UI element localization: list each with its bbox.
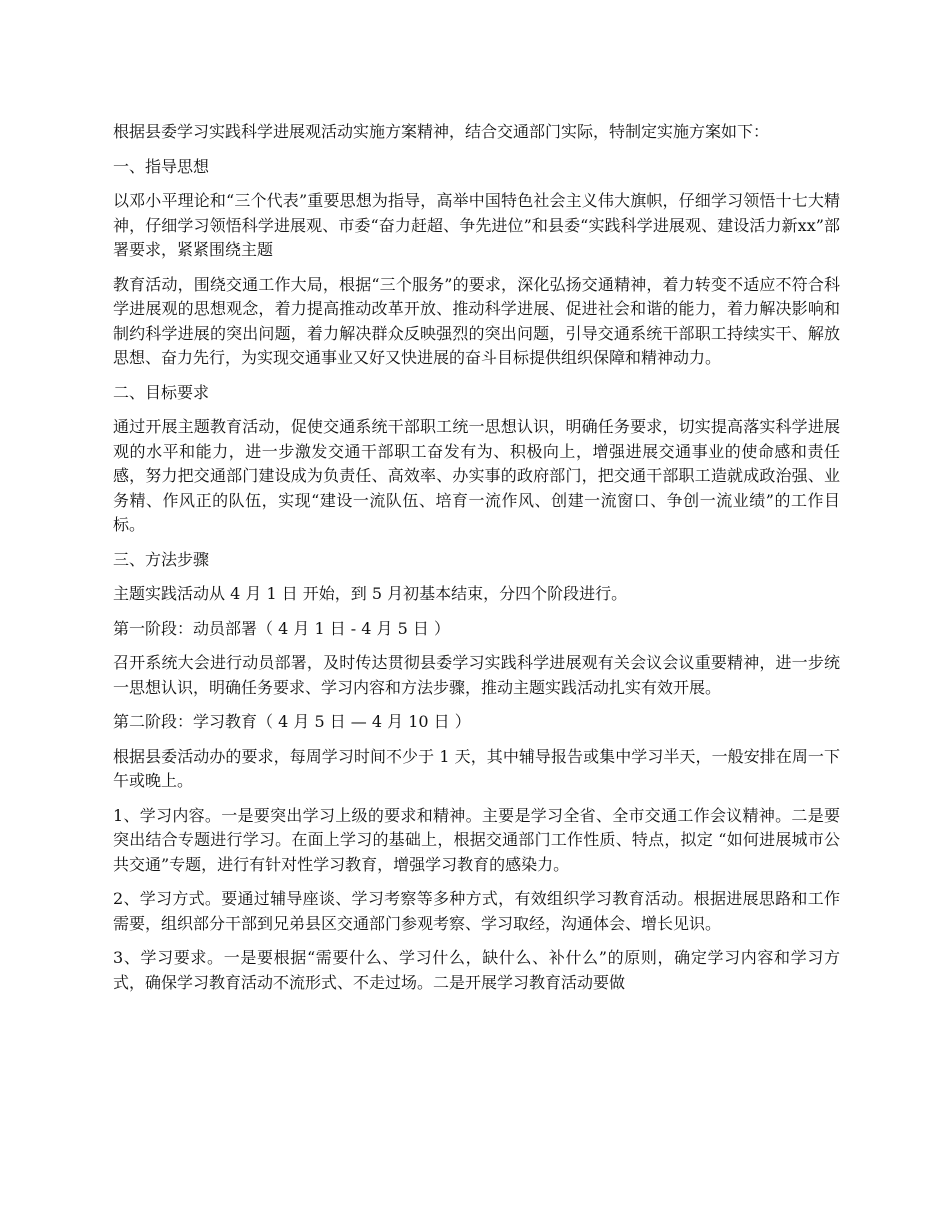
section-heading-methods: 三、方法步骤 <box>113 549 210 569</box>
stage-heading-2: 第二阶段：学习教育（ 4 月 5 日 — 4 月 10 日 ） <box>113 712 471 731</box>
stage-heading-1: 第一阶段：动员部署（ 4 月 1 日 - 4 月 5 日 ） <box>113 618 450 638</box>
list-item-study-content: 1、学习内容。一是要突出学习上级的要求和精神。主要是学习全省、全市交通工作会议精神。二是要突出结合专题进行学习。在面上学习的基础上，根据交通部门工作性质、特点，拟定 “如何进展城市公共交通”专题，进行有针对性学习教育，增强学习教育的感染力。 <box>113 805 840 874</box>
paragraph: 以邓小平理论和“三个代表”重要思想为指导，高举中国特色社会主义伟大旗帜，仔细学习领悟十七大精神，仔细学习领悟科学进展观、市委“奋力赶超、争先进位”和县委“实践科学进展观、建设活力新xx”部署要求，紧紧围绕主题 <box>113 191 840 259</box>
paragraph: 主题实践活动从 4 月 1 日 开始，到 5 月初基本结束，分四个阶段进行。 <box>113 584 628 603</box>
paragraph: 教育活动，围绕交通工作大局，根据“三个服务”的要求，深化弘扬交通精神，着力转变不适应不符合科学进展观的思想观念，着力提高推动改革开放、推动科学进展、促进社会和谐的能力，着力解决影响和制约科学进展的突出问题，着力解决群众反映强烈的突出问题，引导交通系统干部职工持续实干、解放思想、奋力先行，为实现交通事业又好又快进展的奋斗目标提供组织保障和精神动力。 <box>113 274 840 367</box>
document-body <box>113 120 840 1005</box>
paragraph: 根据县委活动办的要求，每周学习时间不少于 1 天，其中辅导报告或集中学习半天，一般安排在周一下午或晚上。 <box>113 746 840 790</box>
section-heading-guiding-thought: 一、指导思想 <box>113 156 210 176</box>
paragraph: 召开系统大会进行动员部署，及时传达贯彻县委学习实践科学进展观有关会议会议重要精神，进一步统一思想认识，明确任务要求、学习内容和方法步骤，推动主题实践活动扎实有效开展。 <box>113 653 840 697</box>
list-item-study-requirement: 3、学习要求。一是要根据“需要什么、学习什么，缺什么、补什么”的原则，确定学习内容和学习方式，确保学习教育活动不流形式、不走过场。二是开展学习教育活动要做 <box>113 948 840 992</box>
intro-paragraph: 根据县委学习实践科学进展观活动实施方案精神，结合交通部门实际，特制定实施方案如下： <box>113 122 770 141</box>
paragraph: 通过开展主题教育活动，促使交通系统干部职工统一思想认识，明确任务要求，切实提高落实科学进展观的水平和能力，进一步激发交通干部职工奋发有为、积极向上，增强进展交通事业的使命感和责任感，努力把交通部门建设成为负责任、高效率、办实事的政府部门，把交通干部职工造就成政治强、业务精、作风正的队伍，实现“建设一流队伍、培育一流作风、创建一流窗口、争创一流业绩”的工作目标。 <box>113 417 840 534</box>
section-heading-goals: 二、目标要求 <box>113 382 210 402</box>
list-item-study-method: 2、学习方式。要通过辅导座谈、学习考察等多种方式，有效组织学习教育活动。根据进展思路和工作需要，组织部分干部到兄弟县区交通部门参观考察、学习取经，沟通体会、增长见识。 <box>113 889 840 933</box>
